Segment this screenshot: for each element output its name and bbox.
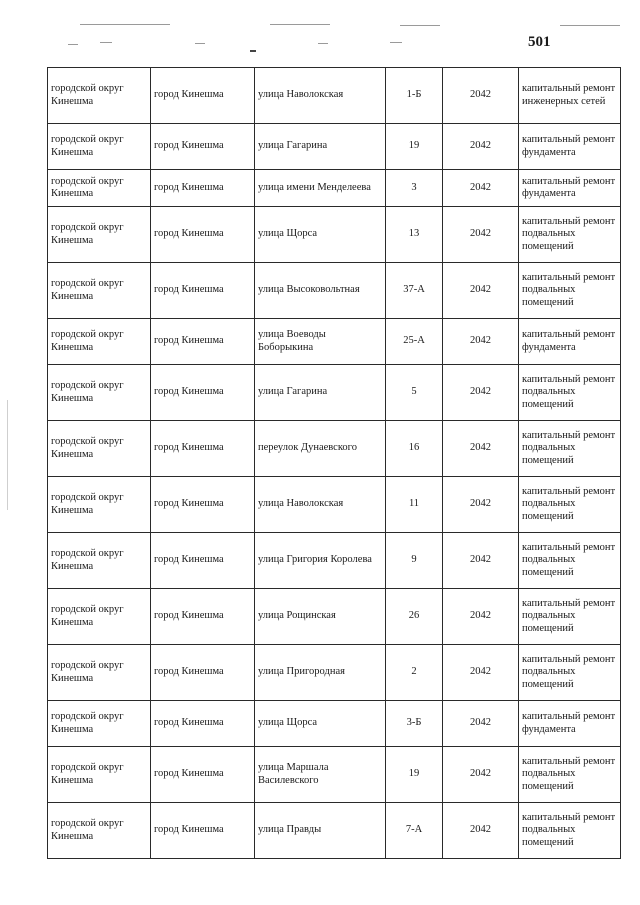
street-cell: улица Наволокская xyxy=(255,68,386,124)
table-row xyxy=(48,701,621,747)
table-body xyxy=(48,68,621,859)
work-type-cell: капитальный ремонт подвальных помещений xyxy=(519,645,621,701)
street-cell: улица Пригородная xyxy=(255,645,386,701)
table-row xyxy=(48,477,621,533)
page-number: 501 xyxy=(528,34,551,50)
street-cell: улица Наволокская xyxy=(255,477,386,533)
year-cell: 2042 xyxy=(443,170,519,207)
city-cell: город Кинешма xyxy=(151,477,255,533)
city-cell: город Кинешма xyxy=(151,365,255,421)
street-cell: улица Воеводы Боборыкина xyxy=(255,319,386,365)
city-cell: город Кинешма xyxy=(151,68,255,124)
year-cell: 2042 xyxy=(443,803,519,859)
scan-mark xyxy=(390,42,402,43)
city-cell: город Кинешма xyxy=(151,589,255,645)
street-cell: улица Щорса xyxy=(255,701,386,747)
year-cell: 2042 xyxy=(443,747,519,803)
municipal-district-cell: городской округ Кинешма xyxy=(48,589,151,645)
year-cell: 2042 xyxy=(443,589,519,645)
house-number-cell: 2 xyxy=(386,645,443,701)
year-cell: 2042 xyxy=(443,263,519,319)
municipal-district-cell: городской округ Кинешма xyxy=(48,207,151,263)
year-cell: 2042 xyxy=(443,124,519,170)
municipal-district-cell: городской округ Кинешма xyxy=(48,421,151,477)
scan-mark xyxy=(68,44,78,45)
year-cell: 2042 xyxy=(443,533,519,589)
city-cell: город Кинешма xyxy=(151,170,255,207)
year-cell: 2042 xyxy=(443,701,519,747)
work-type-cell: капитальный ремонт фундамента xyxy=(519,170,621,207)
table-row xyxy=(48,263,621,319)
municipal-district-cell: городской округ Кинешма xyxy=(48,701,151,747)
work-type-cell: капитальный ремонт подвальных помещений xyxy=(519,207,621,263)
house-number-cell: 13 xyxy=(386,207,443,263)
work-type-cell: капитальный ремонт подвальных помещений xyxy=(519,365,621,421)
street-cell: улица Щорса xyxy=(255,207,386,263)
street-cell: улица Гагарина xyxy=(255,124,386,170)
municipal-district-cell: городской округ Кинешма xyxy=(48,365,151,421)
municipal-district-cell: городской округ Кинешма xyxy=(48,319,151,365)
street-cell: улица имени Менделеева xyxy=(255,170,386,207)
city-cell: город Кинешма xyxy=(151,533,255,589)
house-number-cell: 7-А xyxy=(386,803,443,859)
work-type-cell: капитальный ремонт инженерных сетей xyxy=(519,68,621,124)
scan-mark xyxy=(195,43,205,44)
house-number-cell: 3 xyxy=(386,170,443,207)
city-cell: город Кинешма xyxy=(151,421,255,477)
work-type-cell: капитальный ремонт фундамента xyxy=(519,319,621,365)
city-cell: город Кинешма xyxy=(151,645,255,701)
year-cell: 2042 xyxy=(443,645,519,701)
repair-schedule-table xyxy=(47,67,621,859)
year-cell: 2042 xyxy=(443,477,519,533)
work-type-cell: капитальный ремонт фундамента xyxy=(519,124,621,170)
municipal-district-cell: городской округ Кинешма xyxy=(48,477,151,533)
work-type-cell: капитальный ремонт фундамента xyxy=(519,701,621,747)
house-number-cell: 3-Б xyxy=(386,701,443,747)
year-cell: 2042 xyxy=(443,421,519,477)
street-cell: переулок Дунаевского xyxy=(255,421,386,477)
table-row xyxy=(48,319,621,365)
work-type-cell: капитальный ремонт подвальных помещений xyxy=(519,477,621,533)
work-type-cell: капитальный ремонт подвальных помещений xyxy=(519,263,621,319)
year-cell: 2042 xyxy=(443,365,519,421)
municipal-district-cell: городской округ Кинешма xyxy=(48,533,151,589)
work-type-cell: капитальный ремонт подвальных помещений xyxy=(519,421,621,477)
city-cell: город Кинешма xyxy=(151,124,255,170)
house-number-cell: 16 xyxy=(386,421,443,477)
city-cell: город Кинешма xyxy=(151,747,255,803)
house-number-cell: 19 xyxy=(386,124,443,170)
house-number-cell: 25-А xyxy=(386,319,443,365)
municipal-district-cell: городской округ Кинешма xyxy=(48,68,151,124)
scan-mark xyxy=(318,43,328,44)
scan-mark xyxy=(7,400,8,510)
house-number-cell: 11 xyxy=(386,477,443,533)
street-cell: улица Маршала Василевского xyxy=(255,747,386,803)
table-row xyxy=(48,68,621,124)
street-cell: улица Гагарина xyxy=(255,365,386,421)
municipal-district-cell: городской округ Кинешма xyxy=(48,803,151,859)
table-row xyxy=(48,589,621,645)
scan-mark xyxy=(100,42,112,43)
scan-mark xyxy=(560,25,620,26)
table-row xyxy=(48,421,621,477)
table-row xyxy=(48,803,621,859)
house-number-cell: 26 xyxy=(386,589,443,645)
scan-mark xyxy=(250,50,256,52)
city-cell: город Кинешма xyxy=(151,803,255,859)
work-type-cell: капитальный ремонт подвальных помещений xyxy=(519,803,621,859)
work-type-cell: капитальный ремонт подвальных помещений xyxy=(519,533,621,589)
street-cell: улица Правды xyxy=(255,803,386,859)
house-number-cell: 9 xyxy=(386,533,443,589)
work-type-cell: капитальный ремонт подвальных помещений xyxy=(519,589,621,645)
house-number-cell: 1-Б xyxy=(386,68,443,124)
city-cell: город Кинешма xyxy=(151,319,255,365)
year-cell: 2042 xyxy=(443,207,519,263)
scan-mark xyxy=(270,24,330,25)
table-row xyxy=(48,365,621,421)
work-type-cell: капитальный ремонт подвальных помещений xyxy=(519,747,621,803)
table-row xyxy=(48,645,621,701)
table-row xyxy=(48,533,621,589)
street-cell: улица Григория Королева xyxy=(255,533,386,589)
house-number-cell: 5 xyxy=(386,365,443,421)
house-number-cell: 19 xyxy=(386,747,443,803)
municipal-district-cell: городской округ Кинешма xyxy=(48,124,151,170)
municipal-district-cell: городской округ Кинешма xyxy=(48,170,151,207)
house-number-cell: 37-А xyxy=(386,263,443,319)
scan-mark xyxy=(400,25,440,26)
scan-mark xyxy=(80,24,170,25)
table-row xyxy=(48,124,621,170)
table-row xyxy=(48,747,621,803)
municipal-district-cell: городской округ Кинешма xyxy=(48,747,151,803)
street-cell: улица Рощинская xyxy=(255,589,386,645)
municipal-district-cell: городской округ Кинешма xyxy=(48,263,151,319)
city-cell: город Кинешма xyxy=(151,263,255,319)
municipal-district-cell: городской округ Кинешма xyxy=(48,645,151,701)
year-cell: 2042 xyxy=(443,319,519,365)
table-row xyxy=(48,207,621,263)
city-cell: город Кинешма xyxy=(151,701,255,747)
year-cell: 2042 xyxy=(443,68,519,124)
table-row xyxy=(48,170,621,207)
street-cell: улица Высоковольтная xyxy=(255,263,386,319)
city-cell: город Кинешма xyxy=(151,207,255,263)
